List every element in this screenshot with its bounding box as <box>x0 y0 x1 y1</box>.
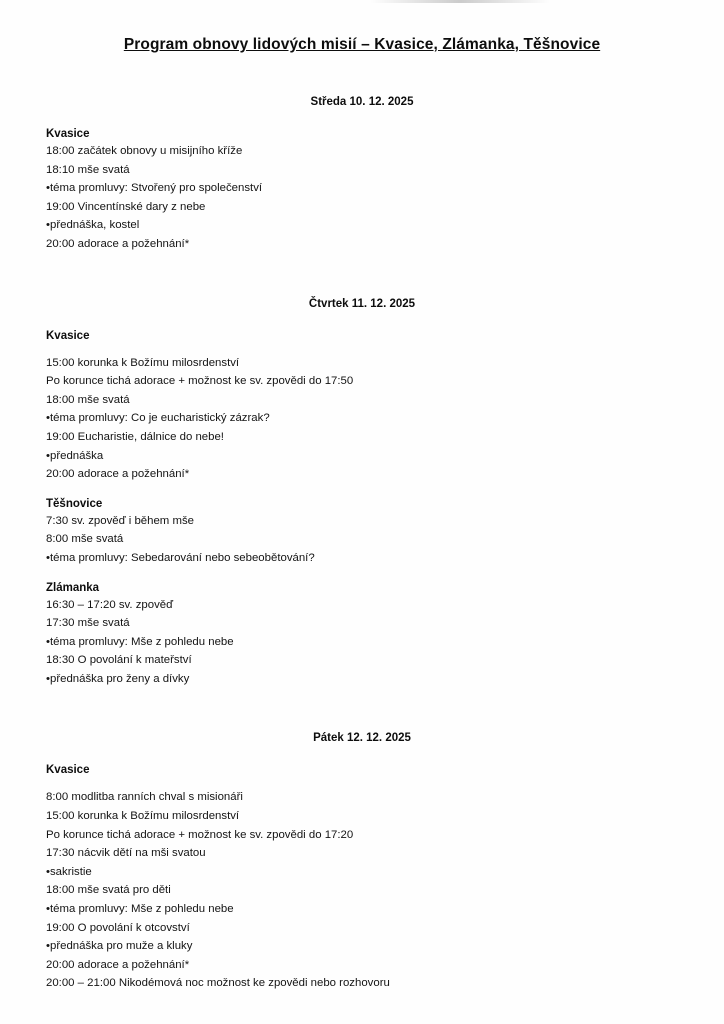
section-kvasice <box>0 764 724 993</box>
schedule-line: •přednáška <box>46 449 104 462</box>
schedule-line: •sakristie <box>46 865 92 878</box>
schedule-line: •přednáška, kostel <box>46 219 140 232</box>
schedule-line: 20:00 – 21:00 Nikodémová noc možnost ke zpovědi nebo rozhovoru <box>46 977 390 990</box>
schedule-line: 15:00 korunka k Božímu milosrdenství <box>46 810 240 823</box>
section-zlamanka <box>0 582 724 689</box>
spacer <box>0 744 724 764</box>
schedule-line: 18:10 mše svatá <box>46 163 130 176</box>
day-block-2 <box>0 298 724 689</box>
spacer <box>0 344 724 354</box>
schedule-line: 17:30 mše svatá <box>46 617 130 630</box>
spacer <box>0 688 724 732</box>
spacer <box>0 254 724 298</box>
place-heading: Kvasice <box>46 764 90 777</box>
place-heading: Těšnovice <box>46 497 103 510</box>
schedule-line: •přednáška pro ženy a dívky <box>46 672 190 685</box>
section-kvasice <box>0 330 724 484</box>
schedule-line: 15:00 korunka k Božímu milosrdenství <box>46 356 240 369</box>
schedule-line: 20:00 adorace a požehnání* <box>46 958 190 971</box>
schedule-line: 16:30 – 17:20 sv. zpověď <box>46 598 174 611</box>
schedule-line: 8:00 mše svatá <box>46 533 124 546</box>
schedule-line: •téma promluvy: Co je eucharistický zázrak? <box>46 412 270 425</box>
day-heading: Čtvrtek 11. 12. 2025 <box>308 297 416 310</box>
schedule-line: 17:30 nácvik dětí na mši svatou <box>46 847 206 860</box>
spacer <box>0 778 724 788</box>
spacer <box>0 568 724 582</box>
day-heading: Středa 10. 12. 2025 <box>310 96 414 108</box>
day-block-3 <box>0 732 724 993</box>
schedule-line: 8:00 modlitba ranních chval s misionáři <box>46 791 243 804</box>
schedule-line: 7:30 sv. zpověď i během mše <box>46 514 194 527</box>
schedule-line: 18:30 O povolání k mateřství <box>46 654 192 667</box>
schedule-line: •přednáška pro muže a kluky <box>46 940 193 953</box>
spacer <box>0 54 724 96</box>
schedule-lines <box>46 354 724 484</box>
schedule-line: 19:00 O povolání k otcovství <box>46 921 190 934</box>
page-title: Program obnovy lidových misií – Kvasice, Zlámanka, Těšnovice <box>123 36 601 53</box>
day-heading: Pátek 12. 12. 2025 <box>313 732 411 745</box>
schedule-lines <box>46 788 724 993</box>
schedule-line: 18:00 mše svatá pro děti <box>46 884 171 897</box>
schedule-lines <box>46 596 724 689</box>
schedule-line: Po korunce tichá adorace + možnost ke sv. zpovědi do 17:20 <box>46 828 354 841</box>
schedule-line: •téma promluvy: Stvořený pro společenství <box>46 182 263 195</box>
place-heading: Kvasice <box>46 329 90 342</box>
section-kvasice <box>0 128 724 254</box>
schedule-line: •téma promluvy: Mše z pohledu nebe <box>46 903 234 916</box>
schedule-line: •téma promluvy: Mše z pohledu nebe <box>46 635 234 648</box>
schedule-line: •téma promluvy: Sebedarování nebo sebeobětování? <box>46 551 315 564</box>
schedule-lines <box>46 512 724 568</box>
day-block-1 <box>0 96 724 254</box>
spacer <box>0 108 724 128</box>
place-heading: Kvasice <box>46 128 90 140</box>
schedule-line: 18:00 začátek obnovy u misijního kříže <box>46 145 243 157</box>
schedule-line: 19:00 Vincentínské dary z nebe <box>46 200 206 213</box>
spacer <box>0 310 724 330</box>
place-heading: Zlámanka <box>46 581 100 594</box>
schedule-line: 20:00 adorace a požehnání* <box>46 237 190 250</box>
schedule-line: Po korunce tichá adorace + možnost ke sv. zpovědi do 17:50 <box>46 375 354 388</box>
schedule-line: 18:00 mše svatá <box>46 393 130 406</box>
schedule-line: 20:00 adorace a požehnání* <box>46 468 190 481</box>
section-tesnovice <box>0 498 724 568</box>
schedule-lines <box>46 142 724 254</box>
schedule-line: 19:00 Eucharistie, dálnice do nebe! <box>46 430 224 443</box>
spacer <box>0 484 724 498</box>
